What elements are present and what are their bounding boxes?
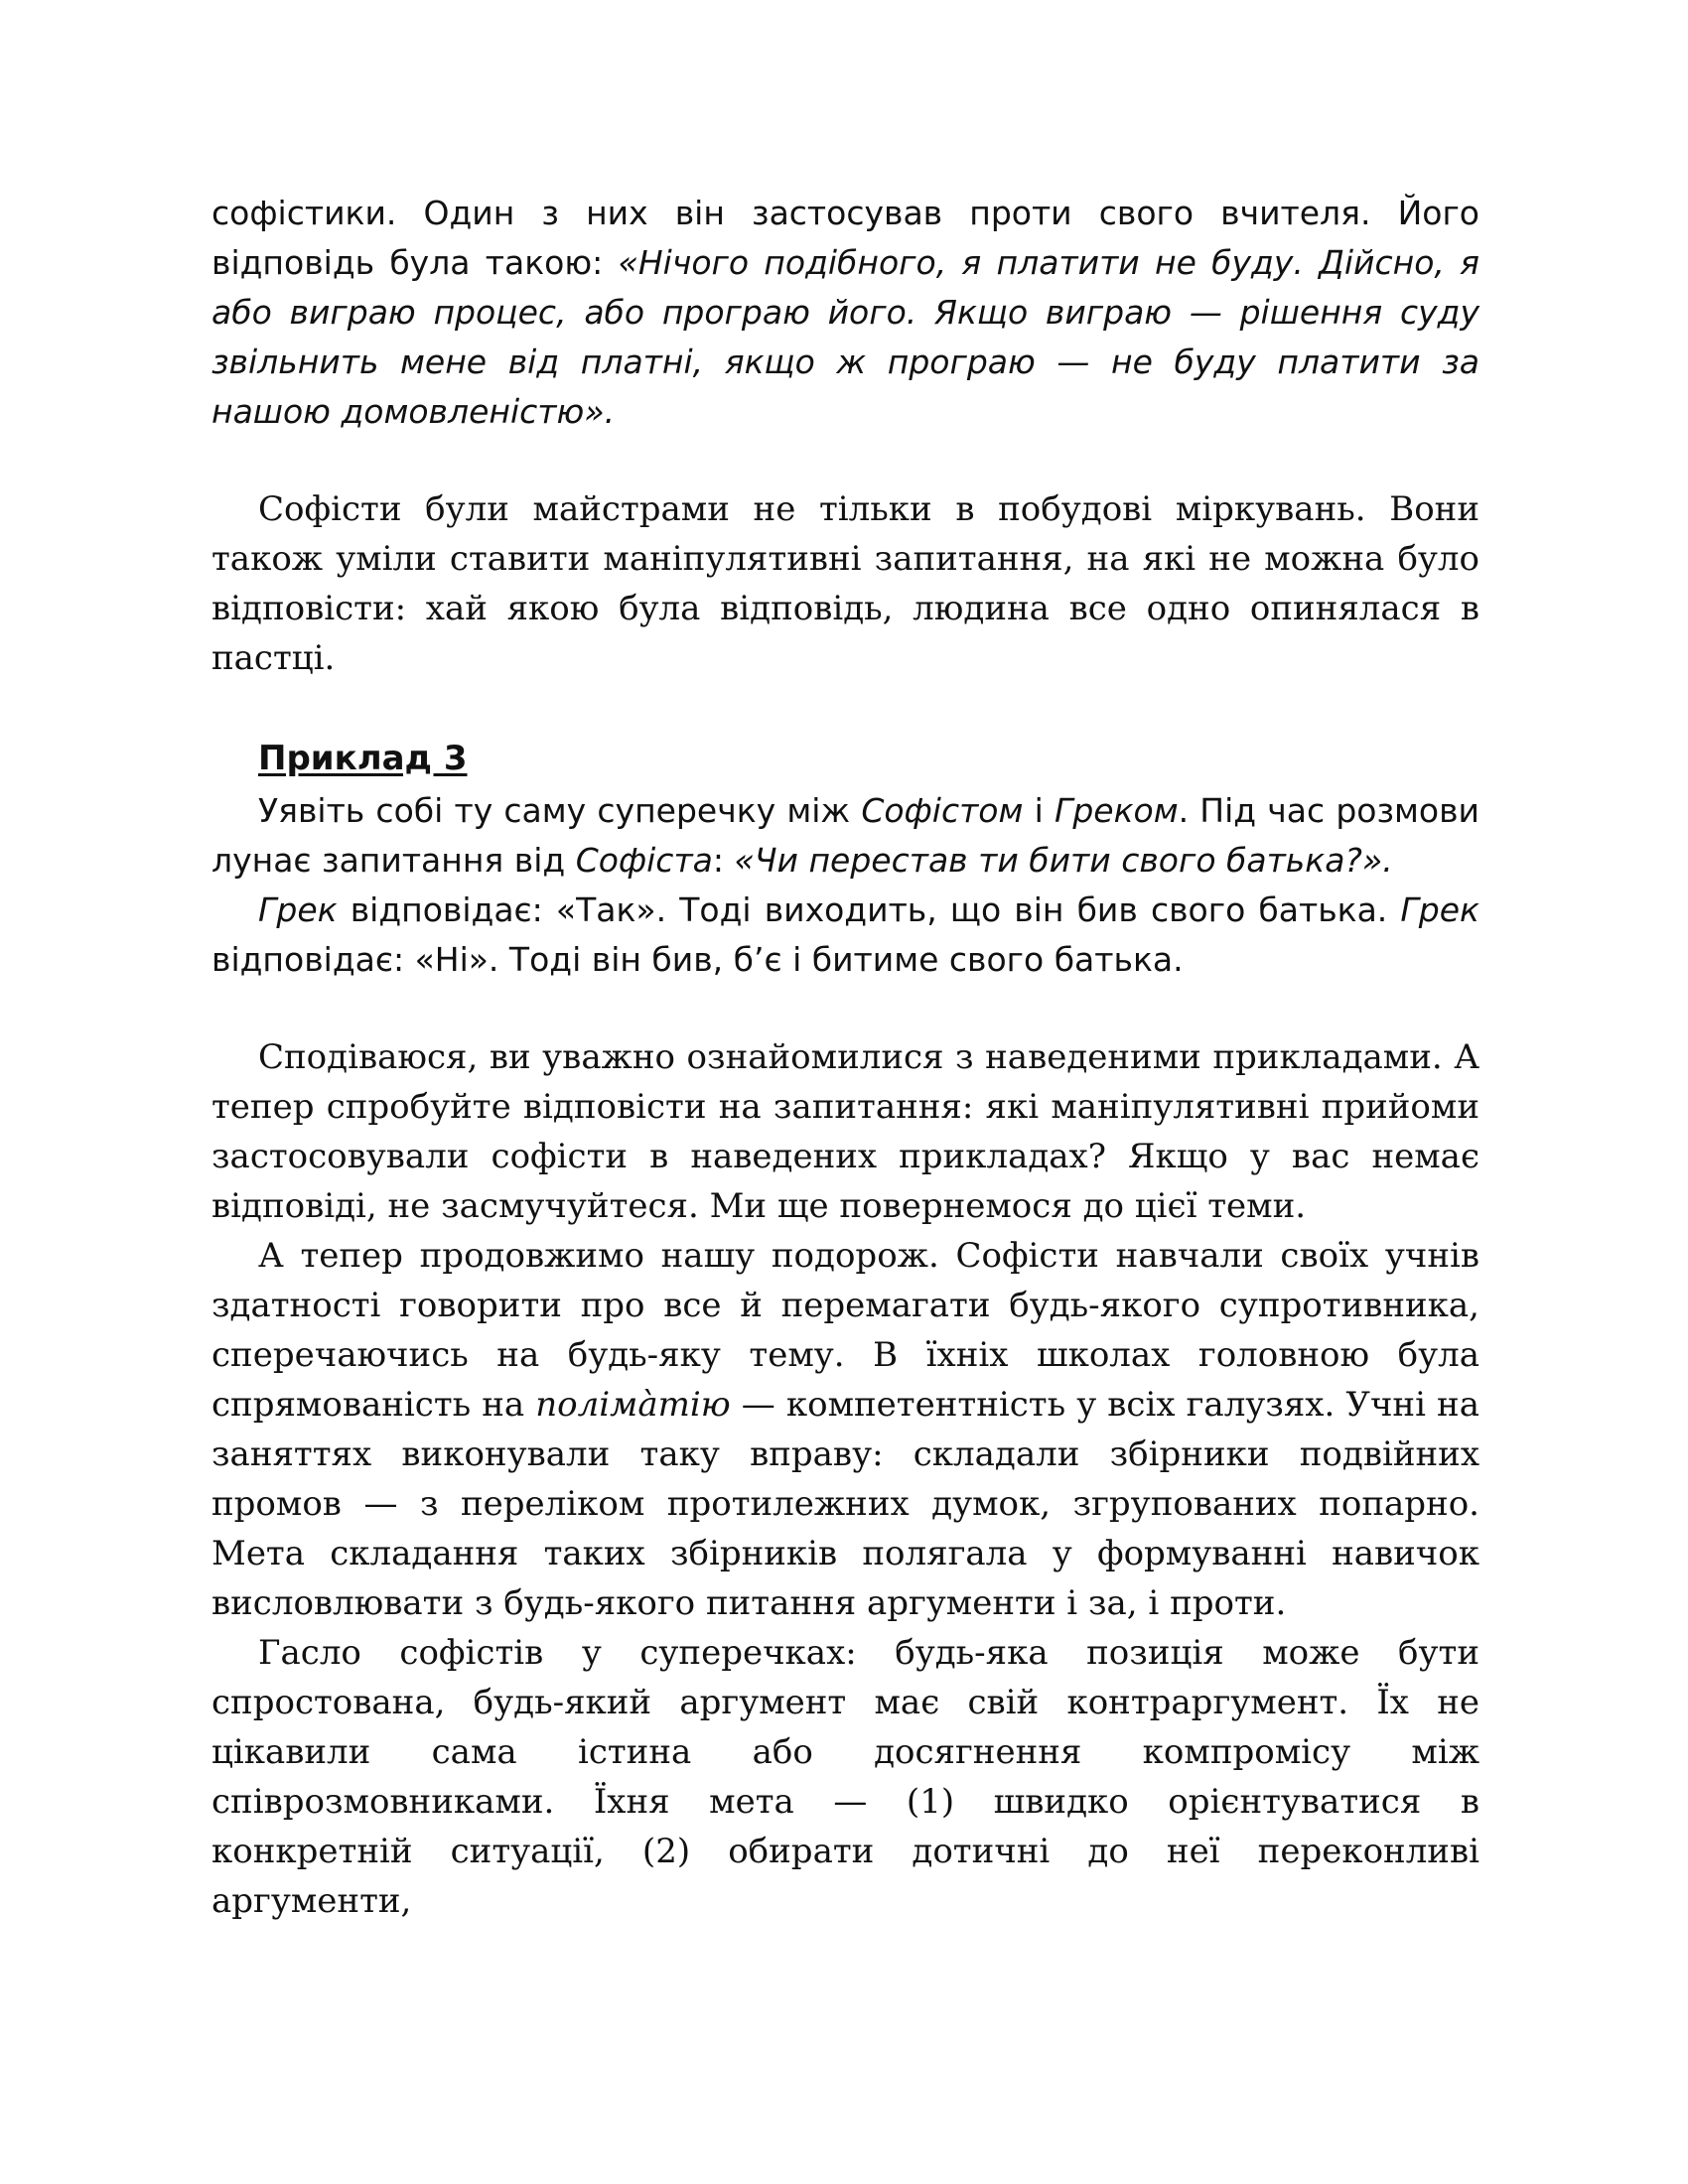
example-name-sophist: Софістом — [861, 791, 1024, 830]
example-paragraph-2 — [211, 886, 1479, 985]
paragraph-reflection: Сподіваюся, ви уважно ознайомилися з наведеними прикладами. А тепер спробуйте відповісти на запитання: які маніпулятивні прийоми застосовували софісти в наведених прикладах? Якщо у вас немає відповіді, не засмучуйтеся. Ми ще повернемося до цієї теми. — [211, 1037, 1479, 1226]
example-text: . Під час розмови лунає запитання від — [211, 791, 1479, 880]
example-name-sophist: Софіста — [575, 841, 713, 880]
journey-text: — компетентність у всіх галузях. Учні на заняттях виконували таку вправу: складали збірники подвійних промов — з переліком протилежних думок, згрупованих попарно. Мета складання таких збірників полягала у формуванні навичок висловлювати з будь-якого питання аргументи і за, і проти. — [211, 1385, 1479, 1623]
page-content — [211, 189, 1479, 1926]
example-question: «Чи перестав ти бити свого батька?». — [734, 841, 1393, 880]
paragraph-journey — [211, 1231, 1479, 1628]
example-text: Уявіть собі ту саму суперечку між — [258, 791, 862, 830]
example-name-greek: Греком — [1054, 791, 1179, 830]
student-quote: «Нічого подібного, я платити не буду. Дійсно, я або виграю процес, або програю його. Якщо виграю — рішення суду звільнить мене від платні, якщо ж програю — не буду платити за нашою домовленістю». — [211, 243, 1479, 431]
term-polymathy: полімàтію — [535, 1385, 731, 1425]
example-paragraph-1 — [211, 786, 1479, 886]
example-text: і — [1023, 791, 1055, 830]
paragraph-sophistry-story — [211, 189, 1479, 437]
example-block — [211, 731, 1479, 985]
journey-text: А тепер продовжимо нашу подорож. Софісти навчали своїх учнів здатності говорити про все й перемагати будь-якого супротивника, сперечаючись на будь-яку тему. В їхніх школах головною була спрямованість на — [211, 1236, 1479, 1425]
example-name-greek: Грек — [1400, 890, 1479, 929]
example-text: : — [712, 841, 735, 880]
example-text: відповідає: «Так». Тоді виходить, що він бив свого батька. — [337, 890, 1401, 929]
example-heading: Приклад 3 — [258, 739, 468, 778]
paragraph-manipulative-questions: Софісти були майстрами не тільки в побудові міркувань. Вони також уміли ставити маніпулятивні запитання, на які не можна було відповісти: хай якою була відповідь, людина все одно опинялася в пастці. — [211, 489, 1479, 678]
story-lead-text: софістики. Один з них він застосував проти свого вчителя. Його відповідь була такою: — [211, 194, 1479, 282]
example-text: відповідає: «Ні». Тоді він бив, б’є і битиме свого батька. — [211, 940, 1184, 979]
example-name-greek: Грек — [258, 890, 338, 929]
paragraph-sophist-motto: Гасло софістів у суперечках: будь-яка позиція може бути спростована, будь-який аргумент має свій контраргумент. Їх не цікавили сама істина або досягнення компромісу між співрозмовниками. Їхня мета — (1) швидко орієнтуватися в конкретній ситуації, (2) обирати дотичні до неї переконливі аргументи, — [211, 1633, 1479, 1921]
